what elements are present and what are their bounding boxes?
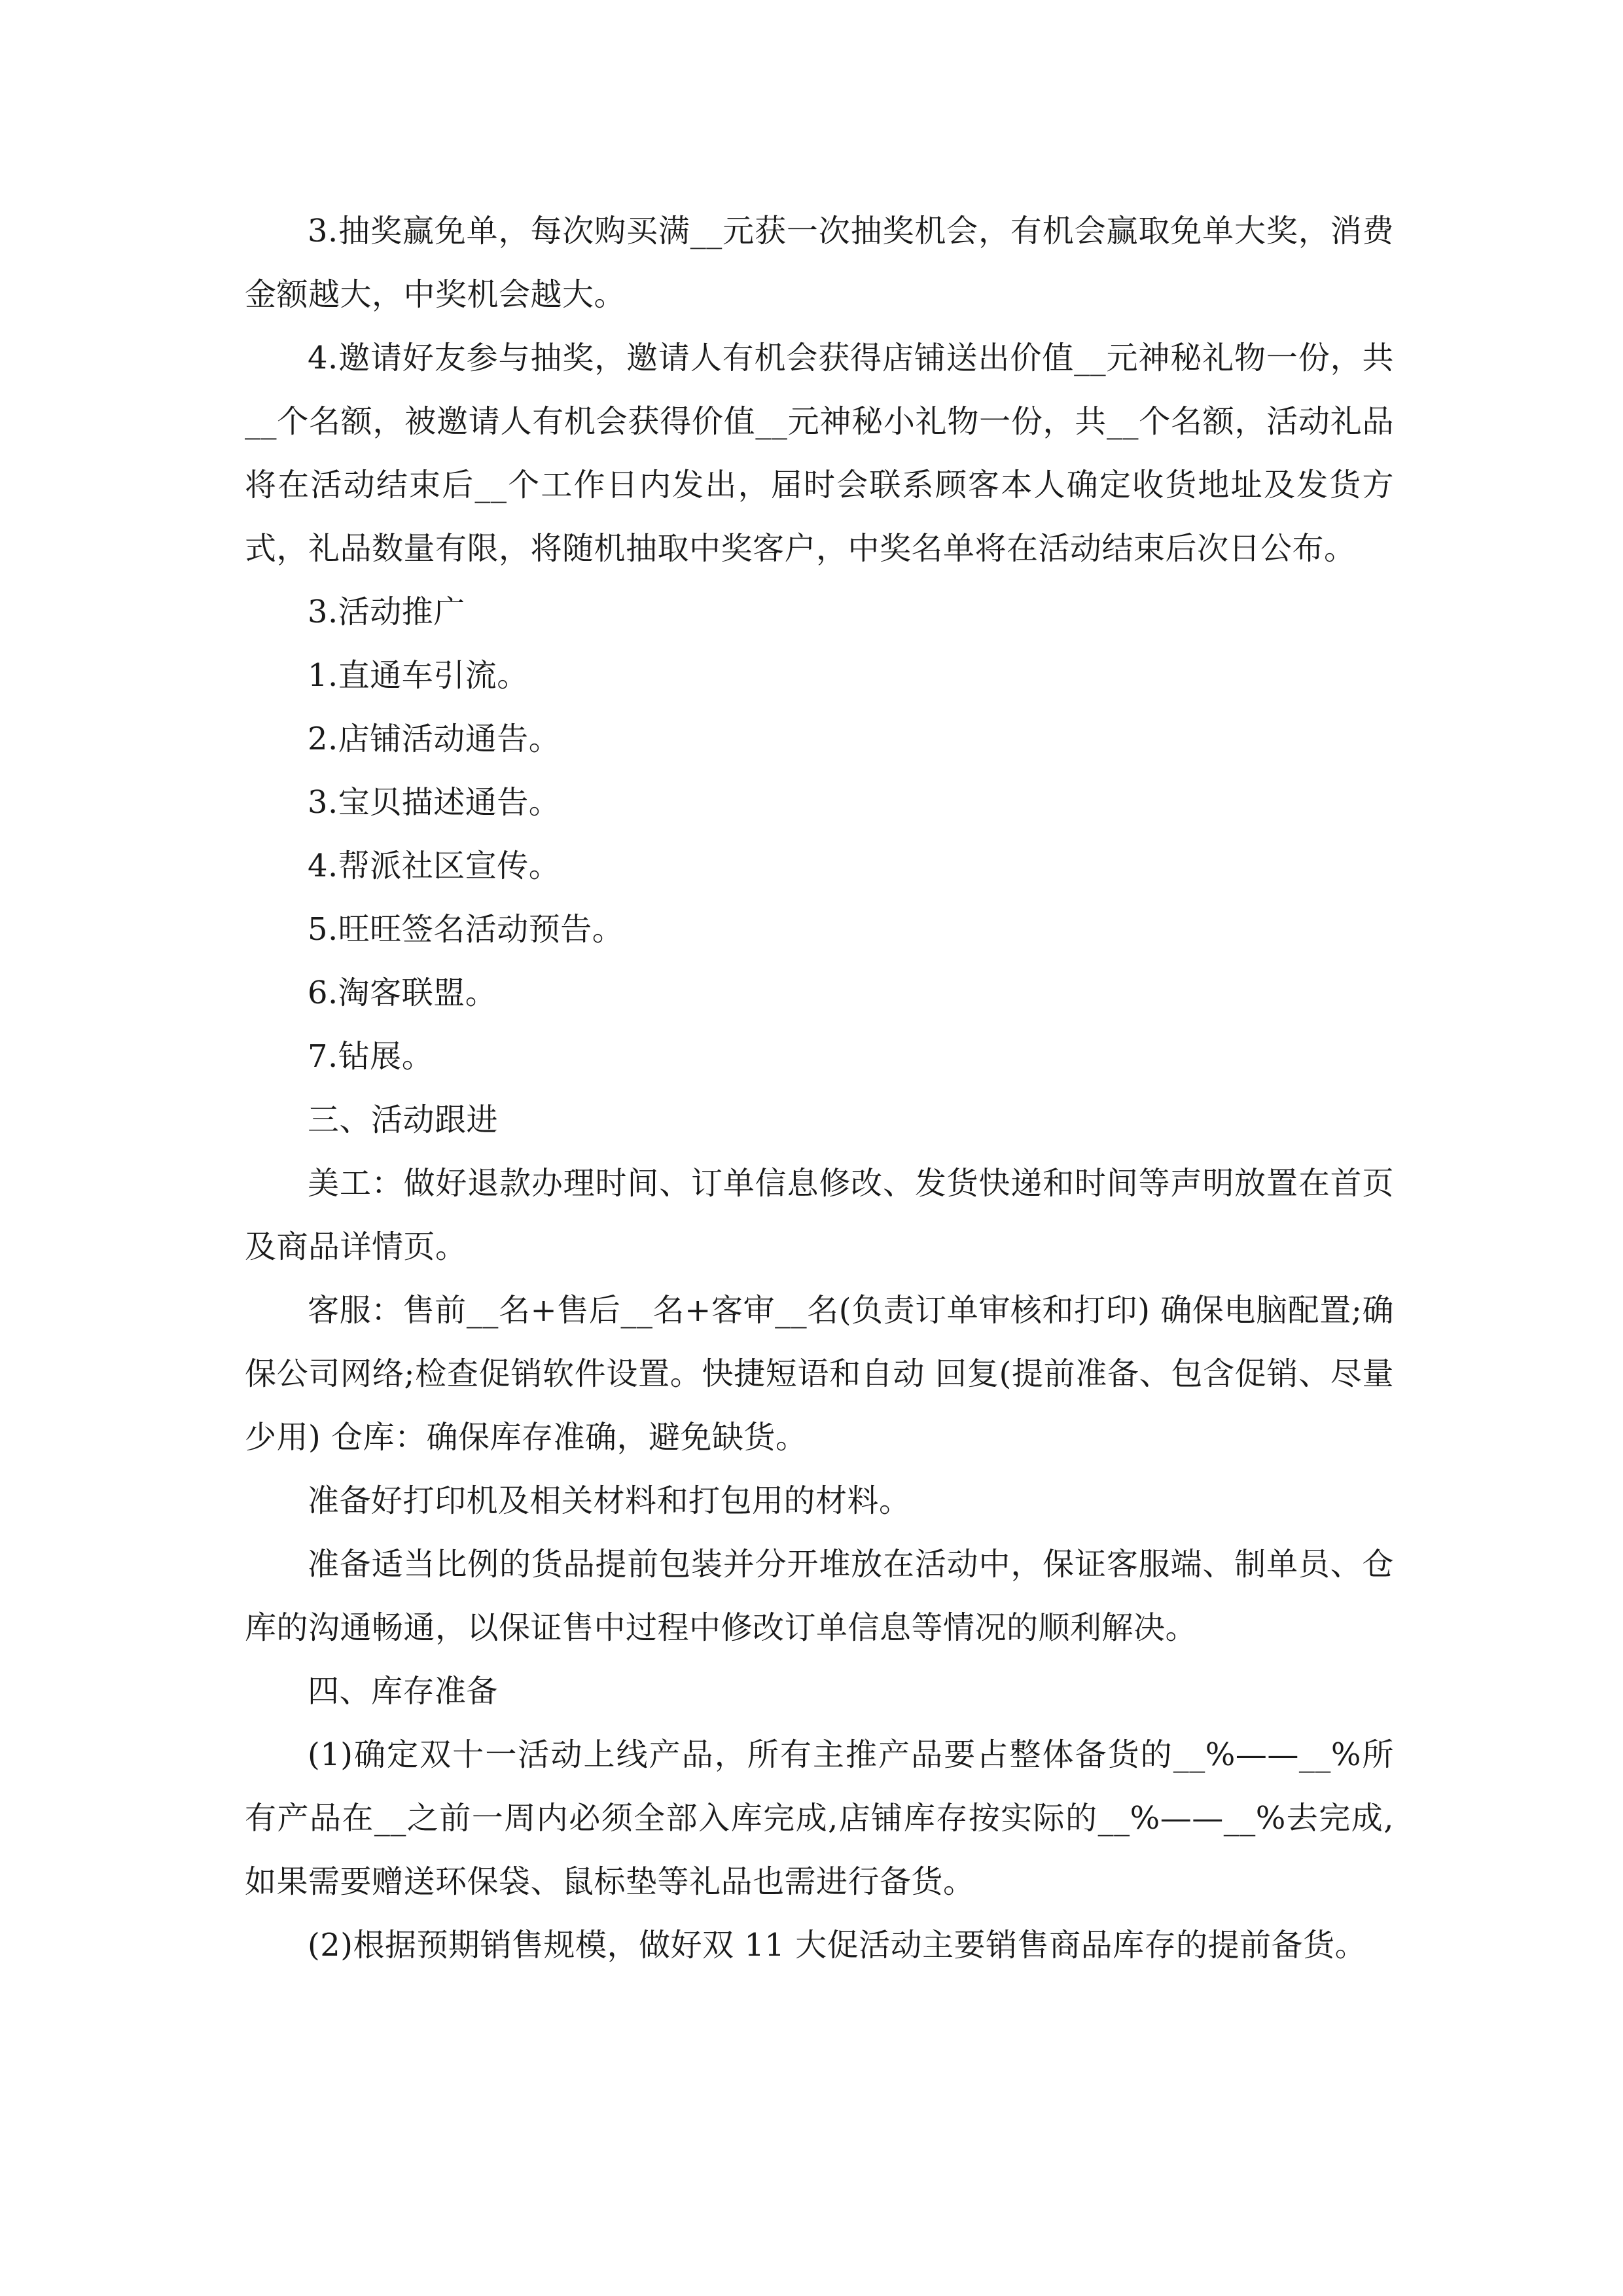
list-item-promotion-6: 6.淘客联盟。 <box>308 975 497 1011</box>
document-body <box>245 200 1394 1977</box>
section-heading-follow-up: 三、活动跟进 <box>308 1102 499 1138</box>
paragraph-inventory-2: (2)根据预期销售规模，做好双 11 大促活动主要销售商品库存的提前备货。 <box>308 1927 1367 1964</box>
list-item-promotion-2: 2.店铺活动通告。 <box>308 721 561 757</box>
list-item-promotion-5: 5.旺旺签名活动预告。 <box>308 911 624 948</box>
list-item-promotion-3: 3.宝贝描述通告。 <box>308 784 561 821</box>
paragraph-lottery-free-order: 3.抽奖赢免单，每次购买满__元获一次抽奖机会，有机会赢取免单大奖，消费金额越大，中奖机会越大。 <box>245 213 1394 313</box>
paragraph-printer-materials: 准备好打印机及相关材料和打包用的材料。 <box>308 1482 911 1519</box>
list-item-promotion-1: 1.直通车引流。 <box>308 657 529 694</box>
section-heading-promotion: 3.活动推广 <box>308 594 465 630</box>
paragraph-prepackaging: 准备适当比例的货品提前包装并分开堆放在活动中，保证客服端、制单员、仓库的沟通畅通，以保证售中过程中修改订单信息等情况的顺利解决。 <box>245 1546 1394 1646</box>
paragraph-customer-service: 客服：售前__名+售后__名+客审__名(负责订单审核和打印) 确保电脑配置;确保公司网络;检查促销软件设置。快捷短语和自动 回复(提前准备、包含促销、尽量少用) 仓库：确保库存准确，避免缺货。 <box>245 1292 1394 1456</box>
section-heading-inventory: 四、库存准备 <box>308 1673 499 1710</box>
paragraph-inventory-1: (1)确定双十一活动上线产品，所有主推产品要占整体备货的__%——__%所有产品在__之前一周内必须全部入库完成,店铺库存按实际的__%——__%去完成,如果需要赠送环保袋、鼠标垫等礼品也需进行备货。 <box>245 1736 1394 1900</box>
paragraph-invite-friends: 4.邀请好友参与抽奖，邀请人有机会获得店铺送出价值__元神秘礼物一份，共__个名额，被邀请人有机会获得价值__元神秘小礼物一份，共__个名额，活动礼品将在活动结束后__个工作日内发出，届时会联系顾客本人确定收货地址及发货方式，礼品数量有限，将随机抽取中奖客户，中奖名单将在活动结束后次日公布。 <box>245 340 1394 567</box>
list-item-promotion-7: 7.钻展。 <box>308 1038 434 1075</box>
list-item-promotion-4: 4.帮派社区宣传。 <box>308 848 561 884</box>
paragraph-designer: 美工：做好退款办理时间、订单信息修改、发货快递和时间等声明放置在首页及商品详情页。 <box>245 1165 1394 1265</box>
